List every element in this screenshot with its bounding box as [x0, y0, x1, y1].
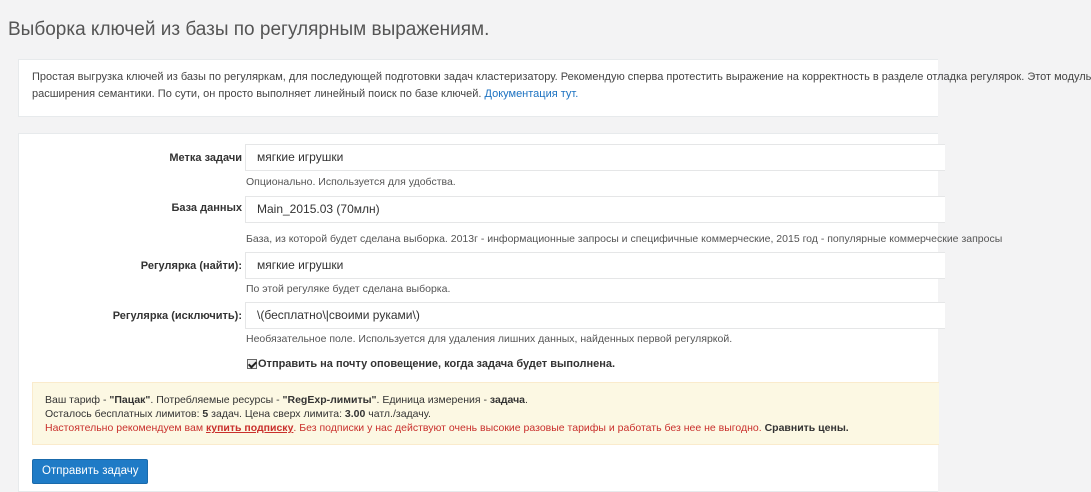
unit-suffix: .	[525, 394, 528, 406]
task-label-input[interactable]: мягкие игрушки	[245, 144, 945, 171]
task-label-label: Метка задачи	[169, 152, 242, 164]
remaining-value: 5	[202, 408, 209, 420]
notify-checkbox[interactable]	[247, 359, 257, 369]
notify-checkbox-label: Отправить на почту оповещение, когда задача будет выполнена.	[258, 358, 616, 370]
documentation-link[interactable]: Документация тут.	[484, 88, 579, 100]
remaining-mid: задач. Цена сверх лимита:	[208, 408, 345, 420]
intro-text: расширения семантики. По сути, он просто выполняет линейный поиск по базе ключей.	[32, 88, 482, 100]
warning-prefix: Настоятельно рекомендуем вам	[45, 422, 206, 434]
intro-panel	[18, 59, 1091, 117]
regex-find-input[interactable]: мягкие игрушки	[245, 252, 945, 279]
compare-prices-link[interactable]: Сравнить цены.	[764, 422, 849, 434]
tariff-name: "Пацак"	[109, 394, 151, 406]
page-title: Выборка ключей из базы по регулярным выражениям.	[8, 18, 490, 40]
submit-task-button[interactable]: Отправить задачу	[32, 459, 148, 484]
task-label-help: Опционально. Используется для удобства.	[246, 176, 456, 188]
resources-prefix: . Потребляемые ресурсы -	[150, 394, 283, 406]
database-select[interactable]: Main_2015.03 (70млн)	[245, 196, 945, 223]
warning-text: . Без подписки у нас действуют очень высокие разовые тарифы и работать без нее не выгодно.	[293, 422, 765, 434]
tariff-line	[45, 393, 939, 407]
regex-exclude-input[interactable]: \(бесплатно\|своими руками\)	[245, 302, 945, 329]
regex-exclude-label: Регулярка (исключить):	[112, 310, 242, 322]
intro-text-line1: Простая выгрузка ключей из базы по регуляркам, для последующей подготовки задач кластеризатору. Рекомендую сперва протестить выражение на корректность в разделе отладка регулярок. Этот модуль	[32, 71, 1091, 83]
unit-prefix: . Единица измерения -	[376, 394, 490, 406]
intro-text-line2	[32, 86, 938, 103]
resources-name: "RegExp-лимиты"	[282, 394, 377, 406]
limits-line	[45, 407, 939, 421]
task-form	[18, 133, 1003, 492]
remaining-prefix: Осталось бесплатных лимитов:	[45, 408, 203, 420]
price-suffix: чатл./задачу.	[365, 408, 431, 420]
subscription-warning	[45, 421, 939, 435]
price-value: 3.00	[344, 408, 366, 420]
regex-exclude-help: Необязательное поле. Используется для удаления лишних данных, найденных первой регуляркой.	[246, 333, 733, 345]
regex-find-help: По этой регуляке будет сделана выборка.	[246, 283, 451, 295]
tariff-prefix: Ваш тариф -	[45, 394, 110, 406]
unit-name: задача	[489, 394, 526, 406]
tariff-alert	[32, 382, 939, 445]
database-help: База, из которой будет сделана выборка. 2013г - информационные запросы и специфичные коммерческие, 2015 год - популярные коммерческие запросы	[246, 233, 1003, 245]
buy-subscription-link[interactable]: купить подписку	[205, 422, 294, 434]
database-label: База данных	[171, 202, 242, 214]
regex-find-label: Регулярка (найти):	[140, 260, 242, 272]
notify-checkbox-row[interactable]	[247, 358, 615, 370]
